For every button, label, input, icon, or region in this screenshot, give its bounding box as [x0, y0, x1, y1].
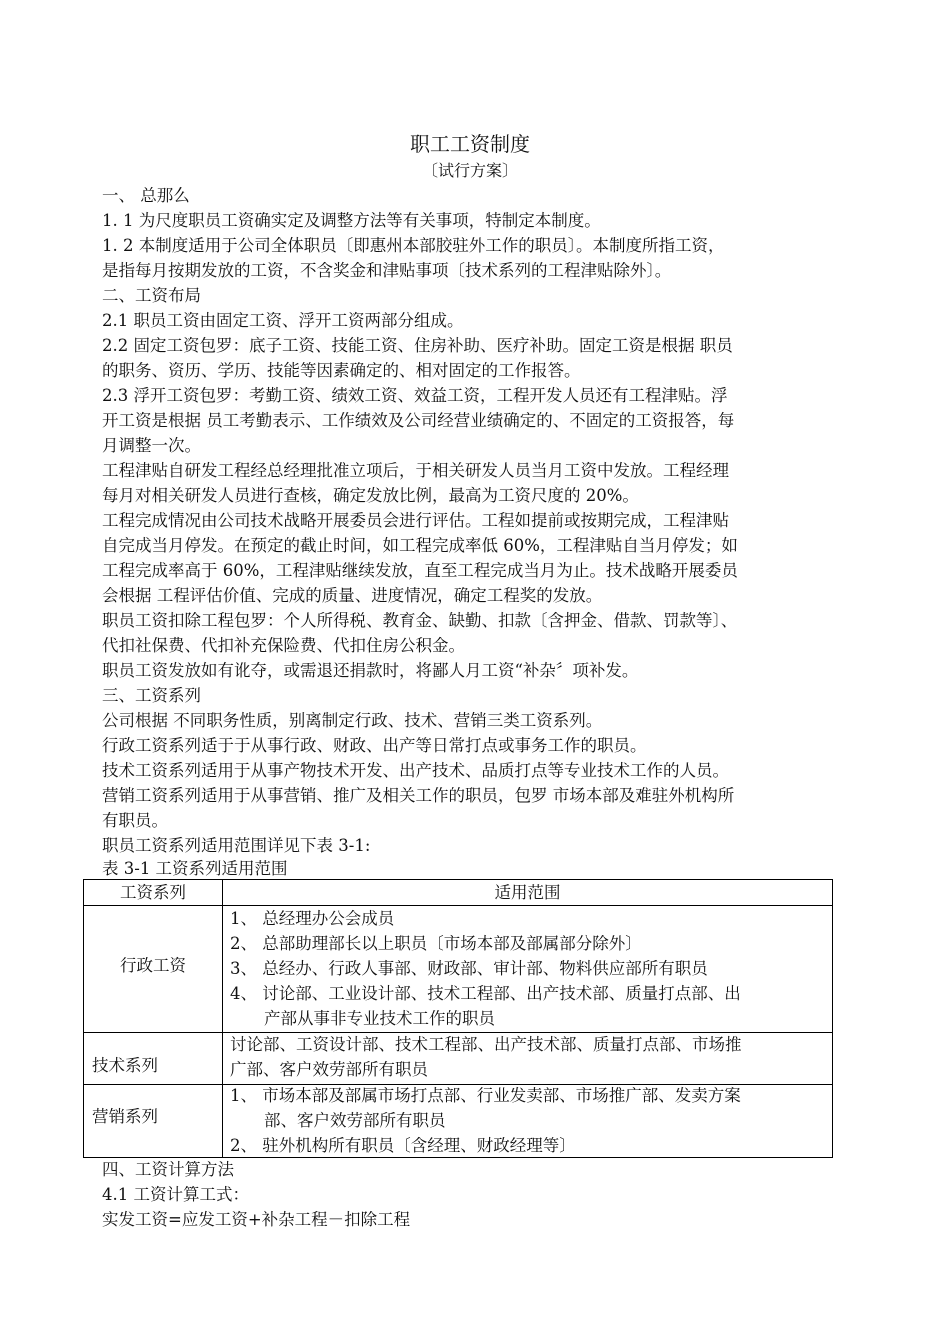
paragraph-line: 营销工资系列适用于从事营销、推广及相关工作的职员，包罗 市场本部及难驻外机构所: [102, 786, 735, 805]
section-heading: 二、工资布局: [102, 286, 201, 305]
table-cell-line: 1、 总经理办公会成员: [230, 909, 395, 928]
section-heading: 四、工资计算方法: [102, 1160, 234, 1179]
paragraph-line: 职员工资系列适用范围详见下表 3-1:: [102, 836, 371, 855]
table-header-series: 工资系列: [120, 883, 186, 902]
paragraph-line: 开工资是根据 员工考勤表示、工作绩效及公司经营业绩确定的、不固定的工资报答，每: [102, 411, 735, 430]
paragraph-line: 技术工资系列适用于从事产物技术开发、出产技术、品质打点等专业技术工作的人员。: [102, 761, 729, 780]
paragraph-line: 2.1 职员工资由固定工资、浮开工资两部分组成。: [102, 311, 464, 330]
paragraph-line: 职员工资发放如有讹夺，或需退还捐款时，将鄙人月工资“补杂〞项补发。: [102, 661, 639, 680]
table-cell-line: 部、客户效劳部所有职员: [264, 1111, 446, 1130]
table-column-divider: [222, 880, 223, 1157]
paragraph-line: 行政工资系列适于于从事行政、财政、出产等日常打点或事务工作的职员。: [102, 736, 647, 755]
paragraph-line: 4.1 工资计算工式：: [102, 1185, 249, 1204]
row-label-tech: 技术系列: [92, 1056, 158, 1075]
paragraph-line: 1. 2 本制度适用于公司全体职员〔即惠州本部胶驻外工作的职员〕。本制度所指工资，: [102, 236, 725, 255]
paragraph-line: 公司根据 不同职务性质，别离制定行政、技术、营销三类工资系列。: [102, 711, 603, 730]
paragraph-line: 是指每月按期发放的工资，不含奖金和津贴事项〔技术系列的工程津贴除外〕。: [102, 261, 672, 280]
paragraph-line: 工程完成情况由公司技术战略开展委员会进行评估。工程如提前或按期完成，工程津贴: [102, 511, 729, 530]
table-cell-line: 2、 总部助理部长以上职员〔市场本部及部属部分除外〕: [230, 934, 642, 953]
table-divider: [84, 1032, 832, 1033]
row-label-sales: 营销系列: [92, 1107, 158, 1126]
table-cell-line: 产部从事非专业技术工作的职员: [264, 1009, 495, 1028]
table-cell-line: 1、 市场本部及部属市场打点部、行业发卖部、市场推广部、发卖方案: [230, 1086, 741, 1105]
paragraph-line: 职员工资扣除工程包罗：个人所得税、教育金、缺勤、扣款〔含押金、借款、罚款等〕、: [102, 611, 738, 630]
paragraph-line: 1. 1 为尺度职员工资确实定及调整方法等有关事项，特制定本制度。: [102, 211, 601, 230]
section-heading: 三、工资系列: [102, 686, 201, 705]
paragraph-line: 有职员。: [102, 811, 168, 830]
table-divider: [84, 905, 832, 906]
table-header-scope: 适用范围: [494, 883, 561, 902]
doc-title: 职工工资制度: [410, 132, 530, 156]
table-cell-line: 2、 驻外机构所有职员〔含经理、财政经理等〕: [230, 1136, 576, 1155]
paragraph-line: 的职务、资历、学历、技能等因素确定的、相对固定的工作报答。: [102, 361, 581, 380]
table-cell-line: 3、 总经办、行政人事部、财政部、审计部、物料供应部所有职员: [230, 959, 708, 978]
paragraph-line: 月调整一次。: [102, 436, 201, 455]
doc-subtitle: 〔试行方案〕: [421, 161, 518, 180]
table-caption: 表 3-1 工资系列适用范围: [102, 859, 288, 878]
paragraph-line: 2.3 浮开工资包罗：考勤工资、绩效工资、效益工资，工程开发人员还有工程津贴。浮: [102, 386, 728, 405]
paragraph-line: 自完成当月停发。在预定的截止时间，如工程完成率低 60%，工程津贴自当月停发；如: [102, 536, 738, 555]
section-heading: 一、 总那么: [102, 186, 190, 205]
paragraph-line: 代扣社保费、代扣补充保险费、代扣住房公积金。: [102, 636, 465, 655]
paragraph-line: 会根据 工程评估价值、完成的质量、进度情况，确定工程奖的发放。: [102, 586, 603, 605]
paragraph-line: 工程津贴自研发工程经总经理批准立项后，于相关研发人员当月工资中发放。工程经理: [102, 461, 729, 480]
paragraph-line: 工程完成率高于 60%，工程津贴继续发放，直至工程完成当月为止。技术战略开展委员: [102, 561, 738, 580]
row-label-admin: 行政工资: [120, 956, 186, 975]
table-cell-line: 讨论部、工资设计部、技术工程部、出产技术部、质量打点部、市场推: [230, 1035, 742, 1054]
formula-line: 实发工资=应发工资+补杂工程－扣除工程: [102, 1210, 411, 1229]
paragraph-line: 2.2 固定工资包罗：底子工资、技能工资、住房补助、医疗补助。固定工资是根据 职员: [102, 336, 733, 355]
paragraph-line: 每月对相关研发人员进行查核，确定发放比例，最高为工资尺度的 20%。: [102, 486, 639, 505]
table-cell-line: 4、 讨论部、工业设计部、技术工程部、出产技术部、质量打点部、出: [230, 984, 741, 1003]
table-cell-line: 广部、客户效劳部所有职员: [230, 1060, 428, 1079]
salary-series-table: [83, 879, 833, 1158]
